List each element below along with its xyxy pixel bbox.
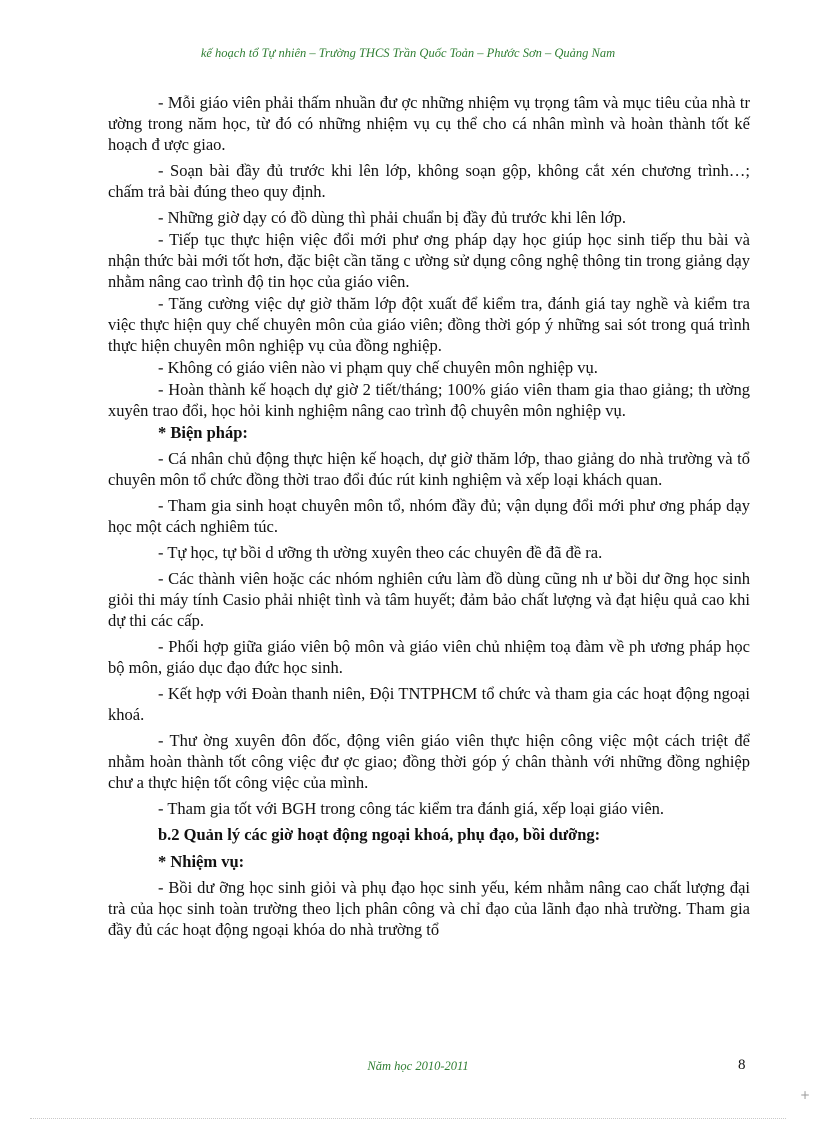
body-paragraph: - Thư ờng xuyên đôn đốc, động viên giáo viên thực hiện công việc một cách triệt để nhằm hoàn thành tốt công việc đư ợc giao; đồng thời góp ý chân thành với những đồng nghiệp chư a thực hiện tốt công việc của mình.	[108, 731, 750, 792]
body-paragraph: - Kết hợp với Đoàn thanh niên, Đội TNTPHCM tổ chức và tham gia các hoạt động ngoại khoá.	[108, 684, 750, 724]
body-paragraph: - Phối hợp giữa giáo viên bộ môn và giáo viên chủ nhiệm toạ đàm về ph ương pháp học bộ môn, giáo dục đạo đức học sinh.	[108, 637, 750, 677]
body-paragraph: - Mỗi giáo viên phải thấm nhuần đư ợc những nhiệm vụ trọng tâm và mục tiêu của nhà tr ường trong năm học, từ đó có những nhiệm vụ cụ thể cho cá nhân mình và hoàn thành tốt kế hoạch đ ược giao.	[108, 93, 750, 154]
page-number: 8	[738, 1057, 746, 1073]
body-paragraph: - Soạn bài đầy đủ trước khi lên lớp, không soạn gộp, không cắt xén chương trình…; chấm trả bài đúng theo quy định.	[108, 161, 750, 201]
body-paragraph: - Hoàn thành kế hoạch dự giờ 2 tiết/tháng; 100% giáo viên tham gia thao giảng; th ường xuyên trao đổi, học hỏi kinh nghiệm nâng cao trình độ chuyên môn nghiệp vụ.	[108, 380, 750, 420]
body-paragraph: - Những giờ dạy có đồ dùng thì phải chuẩn bị đầy đủ trước khi lên lớp.	[158, 208, 626, 227]
body-paragraph: - Tham gia tốt với BGH trong công tác kiểm tra đánh giá, xếp loại giáo viên.	[158, 799, 665, 818]
body-paragraph: - Không có giáo viên nào vi phạm quy chế chuyên môn nghiệp vụ.	[158, 358, 598, 377]
page-header: kế hoạch tổ Tự nhiên – Trường THCS Trần Quốc Toản – Phước Sơn – Quảng Nam	[200, 46, 616, 60]
body-paragraph: - Cá nhân chủ động thực hiện kế hoạch, dự giờ thăm lớp, thao giảng do nhà trường và tổ chuyên môn tổ chức đồng thời trao đổi đúc rút kinh nghiệm và xếp loại khách quan.	[108, 449, 750, 489]
body-paragraph: - Tự học, tự bồi d ưỡng th ường xuyên theo các chuyên đề đã đề ra.	[158, 543, 603, 562]
body-paragraph: - Tiếp tục thực hiện việc đổi mới phư ơng pháp dạy học giúp học sinh tiếp thu bài và nhận thức bài mới tốt hơn, đặc biệt cần tăng c ường sử dụng công nghệ thông tin trong giảng dạy nhằm nâng cao trình độ tin học của giáo viên.	[108, 230, 750, 291]
page-body	[108, 92, 750, 941]
corner-plus-icon: +	[800, 1088, 811, 1102]
section-heading: * Nhiệm vụ:	[158, 852, 245, 871]
section-heading: b.2 Quản lý các giờ hoạt động ngoại khoá, phụ đạo, bồi dưỡng:	[158, 825, 601, 844]
body-paragraph: - Tăng cường việc dự giờ thăm lớp đột xuất để kiểm tra, đánh giá tay nghề và kiểm tra việc thực hiện quy chế chuyên môn của giáo viên; đồng thời góp ý những sai sót trong quá trình thực hiện chuyên môn nghiệp vụ của đồng nghiệp.	[108, 294, 750, 355]
section-heading: * Biện pháp:	[158, 423, 248, 442]
body-paragraph: - Tham gia sinh hoạt chuyên môn tổ, nhóm đầy đủ; vận dụng đổi mới phư ơng pháp dạy học một cách nghiêm túc.	[108, 496, 750, 536]
page-footer: Năm học 2010-2011	[367, 1059, 469, 1073]
body-paragraph: - Các thành viên hoặc các nhóm nghiên cứu làm đồ dùng cũng nh ư bồi dư ỡng học sinh giỏi thi máy tính Casio phải nhiệt tình và tâm huyết; đảm bảo chất lượng và đạt hiệu quả cao khi dự thi các cấp.	[108, 569, 750, 630]
bottom-divider	[30, 1118, 786, 1119]
body-paragraph: - Bồi dư ỡng học sinh giỏi và phụ đạo học sinh yếu, kém nhằm nâng cao chất lượng đại trà của học sinh toàn trường theo lịch phân công và chỉ đạo của lãnh đạo nhà trường. Tham gia đầy đủ các hoạt động ngoại khóa do nhà trường tổ	[108, 878, 750, 939]
